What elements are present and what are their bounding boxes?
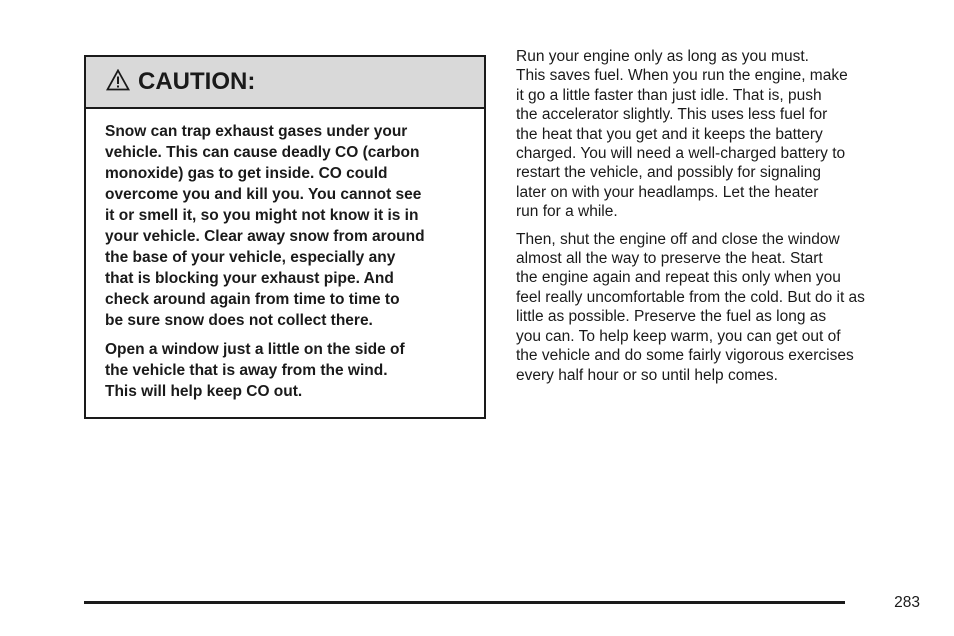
caution-body <box>86 109 484 402</box>
caution-paragraph: Snow can trap exhaust gases under your vehicle. This can cause deadly CO (carbon monoxide) gas to get inside. CO could overcome you and kill you. You cannot see it or smell it, so you might not know it is in your vehicle. Clear away snow from around the base of your vehicle, especially any that is blocking your exhaust pipe. And check around again from time to time to be sure snow does not collect there. <box>105 123 425 329</box>
page-number: 283 <box>894 594 920 611</box>
footer-rule <box>84 601 845 604</box>
body-paragraph: Run your engine only as long as you must. This saves fuel. When you run the engine, make it go a little faster than just idle. That is, push the accelerator slightly. This uses less fuel for the heat that you get and it keeps the battery charged. You will need a well-charged battery to restart the vehicle, and possibly for signaling later on with your headlamps. Let the heater run for a while. <box>516 48 848 221</box>
warning-triangle-icon <box>106 73 138 91</box>
caution-box <box>84 55 486 419</box>
caution-paragraph: Open a window just a little on the side of the vehicle that is away from the wind. This will help keep CO out. <box>105 341 405 400</box>
body-paragraph: Then, shut the engine off and close the window almost all the way to preserve the heat. Start the engine again and repeat this only when you feel really uncomfortable from the cold. But do it as little as possible. Preserve the fuel as long as you can. To help keep warm, you can get out of the vehicle and do some fairly vigorous exercises every half hour or so until help comes. <box>516 230 865 384</box>
caution-header <box>86 57 484 109</box>
body-text-column <box>516 47 936 393</box>
caution-title: CAUTION: <box>138 68 256 95</box>
